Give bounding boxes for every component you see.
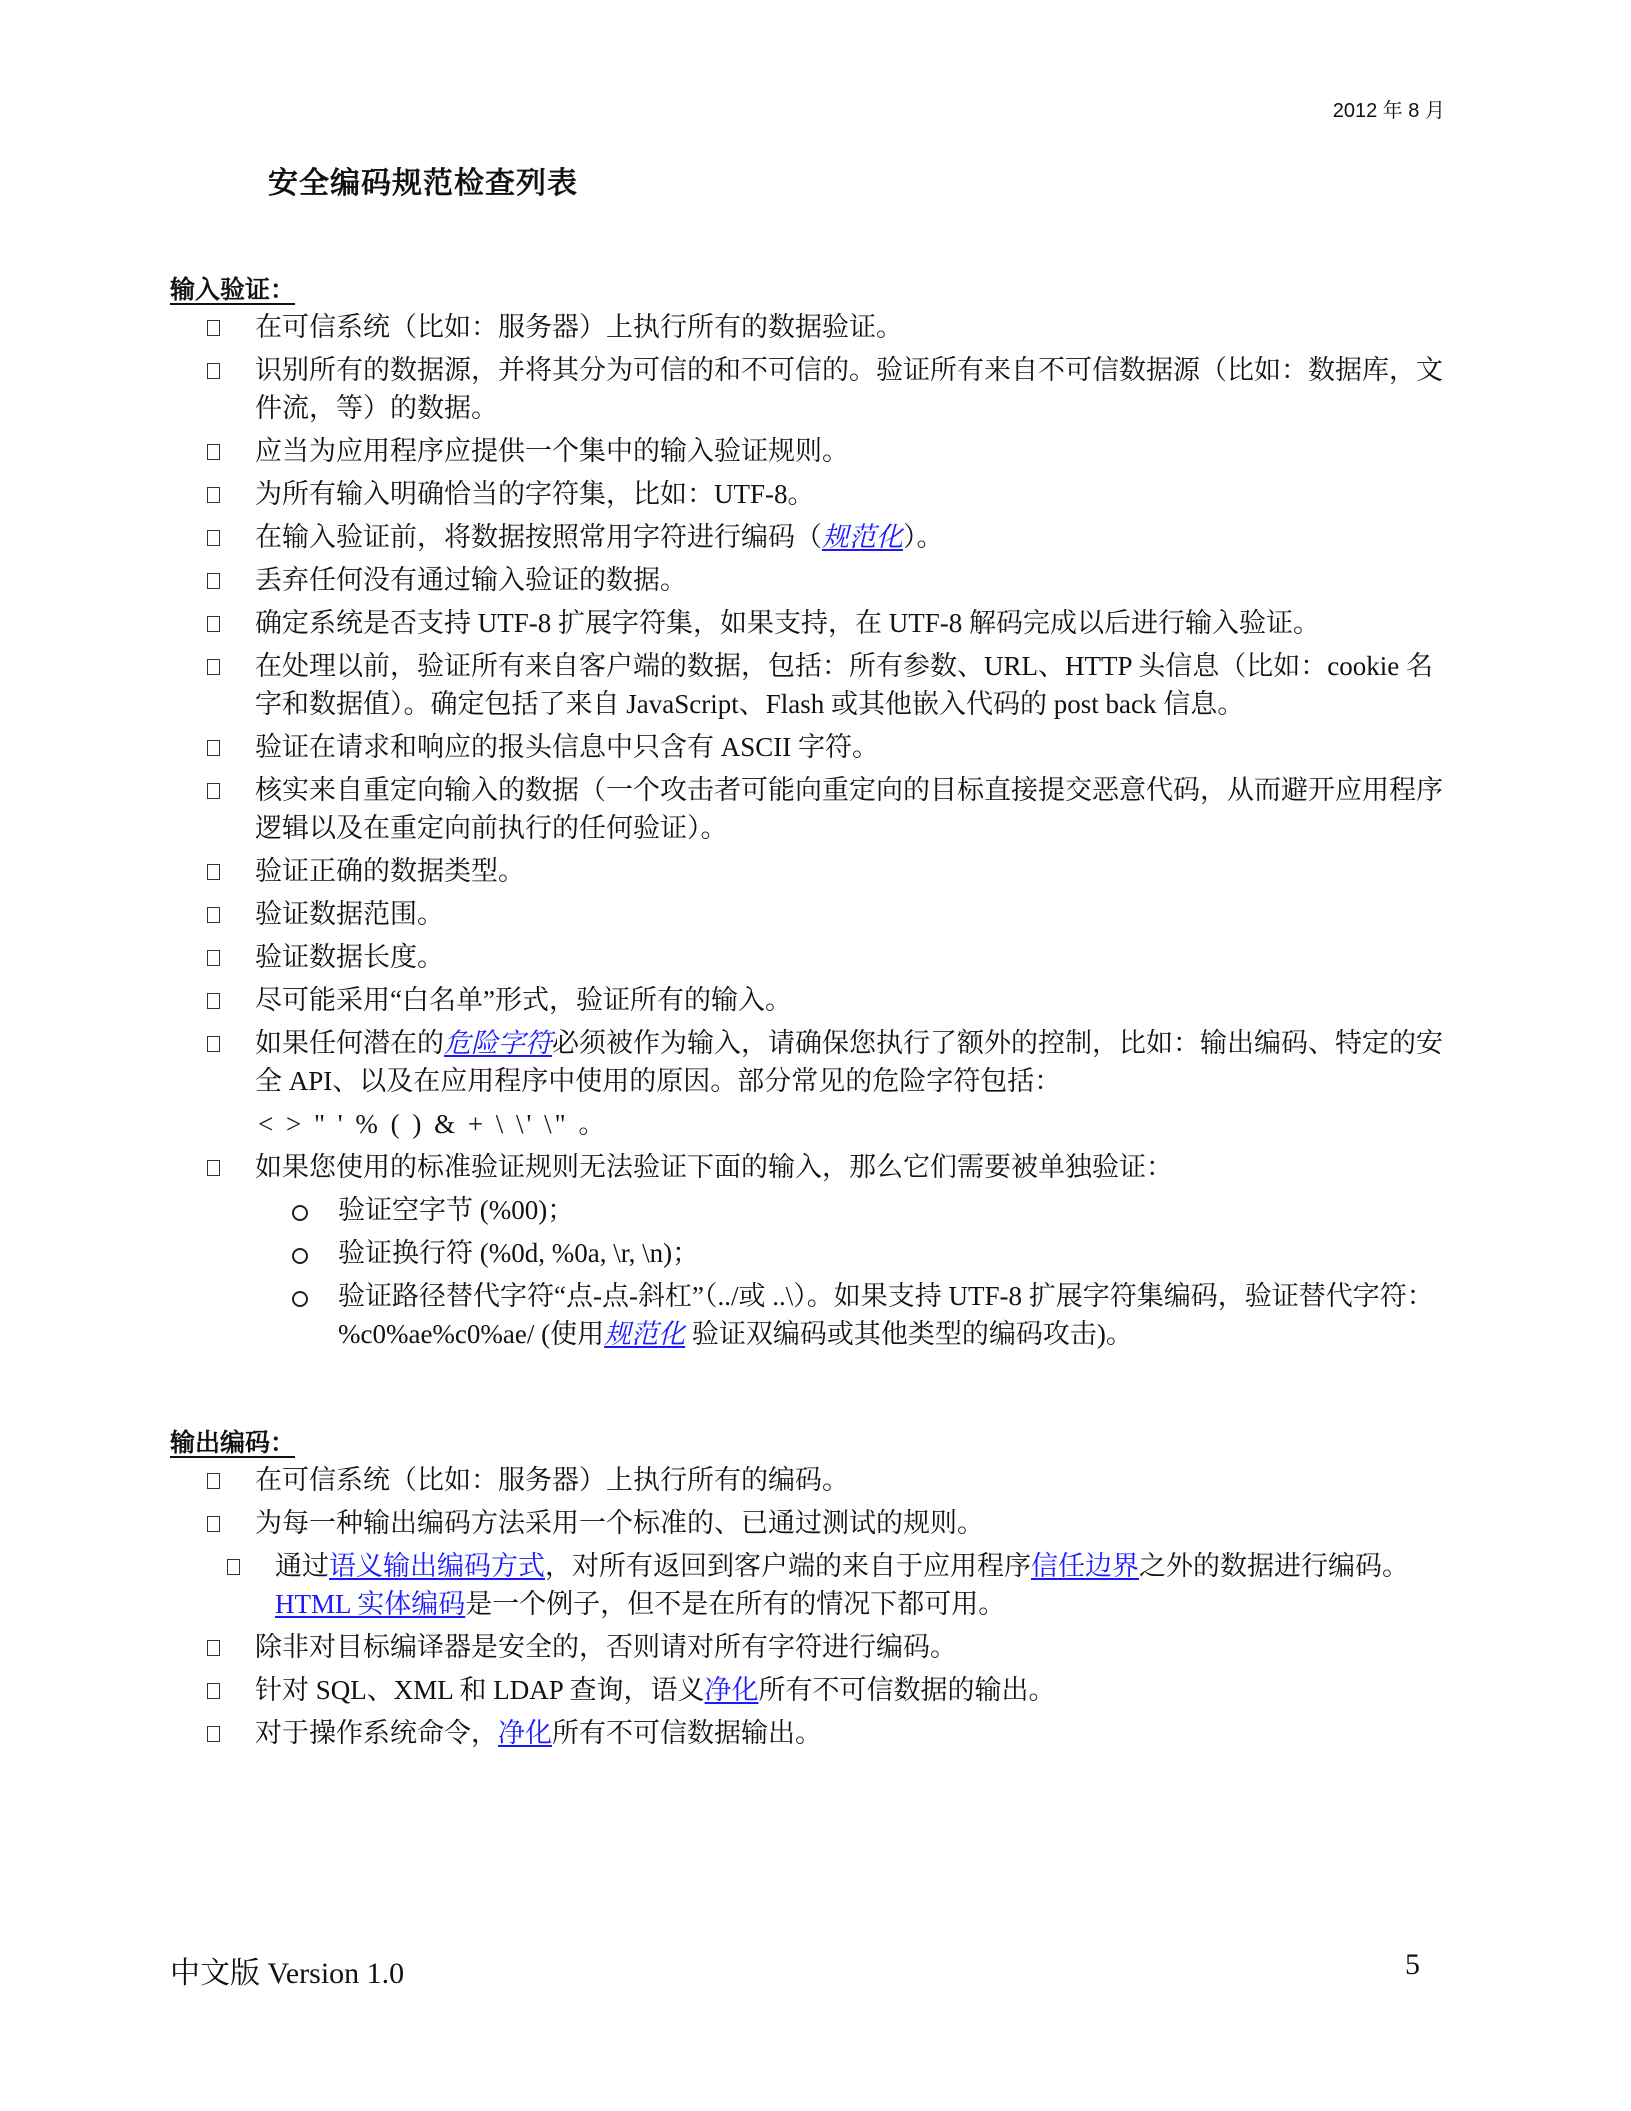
link-sanitize[interactable]: 净化 bbox=[704, 1675, 759, 1705]
item-text: 通过 bbox=[275, 1551, 329, 1581]
input-validation-list bbox=[0, 308, 1631, 1358]
checkbox-icon[interactable] bbox=[207, 864, 220, 880]
item-text: 除非对目标编译器是安全的，否则请对所有字符进行编码。 bbox=[255, 1632, 957, 1662]
item-text: 验证数据长度。 bbox=[255, 942, 444, 972]
checklist-item bbox=[0, 1628, 1631, 1666]
item-text: 核实来自重定向输入的数据（一个攻击者可能向重定向的目标直接提交恶意代码，从而避开应用程序逻辑以及在重定向前执行的任何验证）。 bbox=[255, 775, 1443, 843]
item-text: 验证正确的数据类型。 bbox=[255, 856, 525, 886]
checkbox-icon[interactable] bbox=[207, 1516, 220, 1532]
checkbox-icon[interactable] bbox=[207, 1726, 220, 1742]
checklist-item bbox=[0, 981, 1631, 1019]
checkbox-icon[interactable] bbox=[207, 1036, 220, 1052]
checkbox-icon[interactable] bbox=[207, 783, 220, 799]
sub-item-text: 验证空字节 (%00)； bbox=[338, 1195, 575, 1225]
checkbox-icon[interactable] bbox=[207, 659, 220, 675]
item-text: 针对 SQL、XML 和 LDAP 查询，语义 bbox=[255, 1675, 705, 1705]
section-heading-input-validation: 输入验证： bbox=[170, 275, 296, 304]
dangerous-characters-list: < > " ' % ( ) & + \ \' \" 。 bbox=[258, 1109, 609, 1139]
page-number: 5 bbox=[1405, 1948, 1420, 1981]
link-dangerous-characters[interactable]: 危险字符 bbox=[444, 1028, 552, 1058]
checklist-item bbox=[0, 852, 1631, 890]
link-trust-boundary[interactable]: 信任边界 bbox=[1031, 1551, 1139, 1581]
checkbox-icon[interactable] bbox=[207, 616, 220, 632]
checkbox-icon[interactable] bbox=[207, 363, 220, 379]
item-text: 应当为应用程序应提供一个集中的输入验证规则。 bbox=[255, 436, 849, 466]
checkbox-icon[interactable] bbox=[207, 907, 220, 923]
checklist-item bbox=[0, 938, 1631, 976]
item-text: 验证数据范围。 bbox=[255, 899, 444, 929]
sub-item-text: 验证双编码或其他类型的编码攻击)。 bbox=[685, 1319, 1133, 1349]
checklist-item bbox=[0, 1547, 1631, 1623]
item-text: 尽可能采用“白名单”形式，验证所有的输入。 bbox=[255, 985, 792, 1015]
checkbox-icon[interactable] bbox=[207, 320, 220, 336]
item-text: 在可信系统（比如：服务器）上执行所有的编码。 bbox=[255, 1465, 849, 1495]
item-text: 在可信系统（比如：服务器）上执行所有的数据验证。 bbox=[255, 312, 903, 342]
item-text: ）。 bbox=[903, 522, 944, 552]
checklist-item bbox=[0, 604, 1631, 642]
item-text: 必须被作为输入，请确保您执行了额外的控制，比如：输出编码、特定的安全 API、以及在应用程序中使用的原因。部分常见的危险字符包括： bbox=[255, 1028, 1443, 1096]
link-html-entity-encoding[interactable]: HTML 实体编码 bbox=[275, 1589, 466, 1619]
item-text: 丢弃任何没有通过输入验证的数据。 bbox=[255, 565, 687, 595]
bullet-circle-icon bbox=[292, 1205, 308, 1221]
bullet-circle-icon bbox=[292, 1248, 308, 1264]
bullet-circle-icon bbox=[292, 1291, 308, 1307]
checkbox-icon[interactable] bbox=[207, 530, 220, 546]
checklist-item bbox=[0, 475, 1631, 513]
link-canonicalize[interactable]: 规范化 bbox=[604, 1319, 686, 1349]
link-sanitize[interactable]: 净化 bbox=[498, 1718, 552, 1748]
checkbox-icon[interactable] bbox=[207, 444, 220, 460]
checklist-item bbox=[0, 351, 1631, 427]
item-text: 对于操作系统命令， bbox=[255, 1718, 498, 1748]
checkbox-icon[interactable] bbox=[207, 1683, 220, 1699]
item-text: 为每一种输出编码方法采用一个标准的、已通过测试的规则。 bbox=[255, 1508, 984, 1538]
item-text: 在输入验证前，将数据按照常用字符进行编码（ bbox=[255, 522, 822, 552]
checklist-item bbox=[0, 647, 1631, 723]
sub-list-item bbox=[0, 1191, 1631, 1229]
link-contextual-output-encoding[interactable]: 语义输出编码方式 bbox=[329, 1551, 545, 1581]
checkbox-icon[interactable] bbox=[227, 1559, 240, 1575]
checkbox-icon[interactable] bbox=[207, 487, 220, 503]
sub-list-item bbox=[0, 1277, 1631, 1353]
item-text: 如果您使用的标准验证规则无法验证下面的输入，那么它们需要被单独验证： bbox=[255, 1152, 1173, 1182]
sub-item-text: 验证换行符 (%0d, %0a, \r, \n)； bbox=[338, 1238, 700, 1268]
checklist-item bbox=[0, 1148, 1631, 1186]
item-text: 在处理以前，验证所有来自客户端的数据，包括：所有参数、URL、HTTP 头信息（比如：cookie 名字和数据值）。确定包括了来自 JavaScript、Flash 或其他嵌入代码的 post back 信息。 bbox=[255, 651, 1433, 719]
checkbox-icon[interactable] bbox=[207, 1473, 220, 1489]
checklist-item bbox=[0, 561, 1631, 599]
item-text: 识别所有的数据源，并将其分为可信的和不可信的。验证所有来自不可信数据源（比如：数据库，文件流，等）的数据。 bbox=[255, 355, 1443, 423]
footer-version: 中文版 Version 1.0 bbox=[170, 1957, 405, 1990]
checklist-item bbox=[0, 771, 1631, 847]
checklist-item bbox=[0, 1504, 1631, 1542]
checklist-item bbox=[0, 1714, 1631, 1752]
item-text: 所有不可信数据的输出。 bbox=[758, 1675, 1056, 1705]
item-text: ，对所有返回到客户端的来自于应用程序 bbox=[545, 1551, 1031, 1581]
checkbox-icon[interactable] bbox=[207, 740, 220, 756]
page-title: 安全编码规范检查列表 bbox=[268, 166, 578, 201]
item-text: 为所有输入明确恰当的字符集，比如：UTF-8。 bbox=[255, 479, 815, 509]
link-canonicalize[interactable]: 规范化 bbox=[822, 522, 903, 552]
checklist-item bbox=[0, 728, 1631, 766]
item-text: 如果任何潜在的 bbox=[255, 1028, 444, 1058]
item-text: 所有不可信数据输出。 bbox=[552, 1718, 822, 1748]
item-text: 验证在请求和响应的报头信息中只含有 ASCII 字符。 bbox=[255, 732, 880, 762]
checklist-item bbox=[0, 518, 1631, 556]
checkbox-icon[interactable] bbox=[207, 993, 220, 1009]
checkbox-icon[interactable] bbox=[207, 1160, 220, 1176]
checkbox-icon[interactable] bbox=[207, 573, 220, 589]
checkbox-icon[interactable] bbox=[207, 1640, 220, 1656]
item-text: 之外的数据进行编码。 bbox=[1139, 1551, 1409, 1581]
sub-item-text: 验证路径替代字符“点-点-斜杠”（../或 ..\）。如果支持 UTF-8 扩展字符集编码，验证替代字符： %c0%ae%c0%ae/ (使用 bbox=[338, 1281, 1434, 1349]
header-date: 2012 年 8 月 bbox=[1332, 100, 1445, 122]
item-text: 是一个例子，但不是在所有的情况下都可用。 bbox=[465, 1589, 1006, 1619]
output-encoding-list bbox=[0, 1461, 1631, 1757]
checklist-item bbox=[0, 432, 1631, 470]
checklist-item bbox=[0, 895, 1631, 933]
checklist-item bbox=[0, 1671, 1631, 1709]
checklist-item bbox=[0, 308, 1631, 346]
section-heading-output-encoding: 输出编码： bbox=[170, 1428, 296, 1457]
checklist-item bbox=[0, 1024, 1631, 1100]
checkbox-icon[interactable] bbox=[207, 950, 220, 966]
item-text: 确定系统是否支持 UTF-8 扩展字符集，如果支持，在 UTF-8 解码完成以后进行输入验证。 bbox=[255, 608, 1320, 638]
sub-list-item bbox=[0, 1234, 1631, 1272]
checklist-item bbox=[0, 1461, 1631, 1499]
